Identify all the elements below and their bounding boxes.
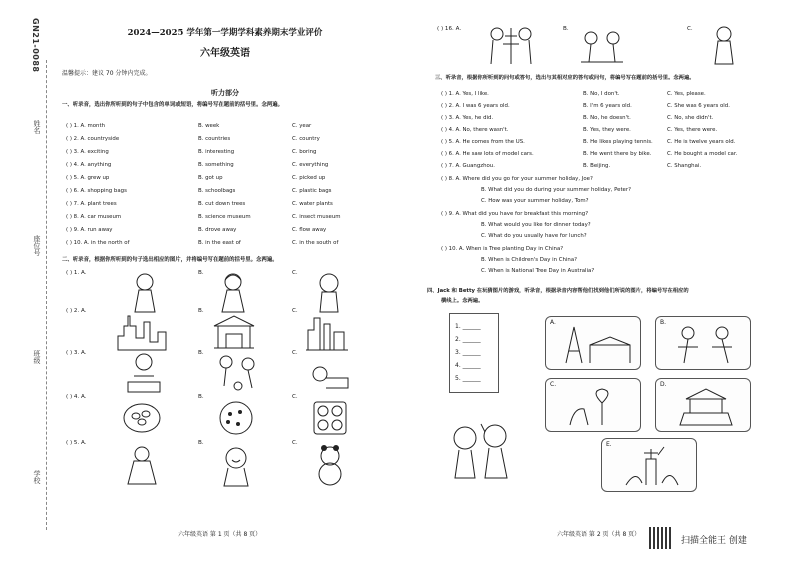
question-row — [66, 123, 376, 133]
question-label: ( ) 3. A. — [66, 350, 87, 356]
eiffel-tower-icon — [554, 323, 634, 365]
option-c: C. boring — [292, 149, 317, 155]
option-c: C. year — [292, 123, 312, 129]
question-row — [66, 201, 376, 211]
question-row — [437, 163, 787, 173]
option-a: ( ) 10. A. When is Tree planting Day in China? — [441, 246, 564, 252]
option-a: ( ) 3. A. Yes, he did. — [441, 115, 494, 121]
option-c: C. country — [292, 136, 320, 142]
scanner-brand: 扫描全能王 创建 — [681, 536, 747, 546]
option-a: ( ) 5. A. grew up — [66, 175, 110, 181]
question-row — [66, 240, 376, 250]
option-c: C. Shanghai. — [667, 163, 702, 169]
class-field-label: 班级 — [33, 350, 41, 364]
option-a: ( ) 3. A. exciting — [66, 149, 109, 155]
picture-d-label: D. — [660, 381, 667, 388]
panda-kungfu-icon — [310, 444, 350, 488]
skyscrapers-icon — [304, 312, 352, 352]
temple-of-heaven-icon — [666, 385, 746, 427]
answer-blank-5[interactable]: 5. ______ — [455, 375, 481, 382]
option-b: B. got up — [198, 175, 223, 181]
picture-question-row — [66, 350, 376, 400]
option-b: B. countries — [198, 136, 231, 142]
paper-code: GN21-0088 — [31, 18, 40, 73]
picture-question-row — [66, 394, 376, 444]
answer-box — [449, 313, 499, 393]
question-row — [66, 214, 376, 224]
option-a: ( ) 8. A. Where did you go for your summer holiday, Joe? — [441, 176, 593, 182]
question-label: ( ) 5. A. — [66, 440, 87, 446]
option-a: ( ) 7. A. Guangzhou. — [441, 163, 495, 169]
answer-blank-1[interactable]: 1. ______ — [455, 323, 481, 330]
question-row — [66, 162, 376, 172]
option-b: B. What did you do during your summer holiday, Peter? — [481, 187, 631, 193]
option-b: B. science museum — [198, 214, 251, 220]
question-row — [437, 103, 787, 113]
option-c: C. insect museum — [292, 214, 341, 220]
question-label: ( ) 2. A. — [66, 308, 87, 314]
option-b: B. cut down trees — [198, 201, 246, 207]
section-2-heading: 二、听录音，根据你所听到的句子选出相应的图片，并将编号写在题前的括号里。念两遍。 — [62, 257, 278, 263]
option-a: ( ) 10. A. in the north of — [66, 240, 130, 246]
question-row — [66, 136, 376, 146]
option-b-label: B. — [198, 308, 204, 314]
option-b-label: B. — [563, 26, 569, 32]
kangaroo-tree-icon — [562, 387, 626, 427]
option-b: B. What would you like for dinner today? — [481, 222, 591, 228]
option-c: C. How was your summer holiday, Tom? — [481, 198, 589, 204]
question-row — [66, 227, 376, 237]
picture-box-b — [655, 316, 751, 370]
girl-smiling-icon — [216, 444, 256, 488]
option-c: C. What do you usually have for lunch? — [481, 233, 587, 239]
part-heading: 听力部分 — [211, 88, 239, 97]
option-c: C. picked up — [292, 175, 326, 181]
option-a: ( ) 8. A. car museum — [66, 214, 122, 220]
seat-number-field-label: 座位号 — [33, 235, 41, 256]
option-b: B. drove away — [198, 227, 237, 233]
option-b-label: B. — [198, 350, 204, 356]
option-b: B. He went there by bike. — [583, 151, 652, 157]
option-a: ( ) 7. A. plant trees — [66, 201, 117, 207]
option-b: B. He likes playing tennis. — [583, 139, 653, 145]
option-a: ( ) 5. A. He comes from the US. — [441, 139, 525, 145]
question-row — [66, 175, 376, 185]
option-c: C. She was 6 years old. — [667, 103, 730, 109]
option-c-label: C. — [292, 308, 298, 314]
picture-c-label: C. — [550, 381, 557, 388]
option-c-label: C. — [292, 270, 298, 276]
right-page — [397, 0, 794, 561]
temple-building-icon — [210, 312, 258, 352]
option-b: B. week — [198, 123, 220, 129]
question-row — [437, 139, 787, 149]
section-4-heading-cont: 横线上。念两遍。 — [441, 298, 484, 304]
section-4-heading: 四、Jack 和 Betty 在玩猜图片的游戏，听录音，根据录音内容帮他们找到他们所说的图片，将编号写在相应的 — [427, 288, 689, 294]
picture-b-label: B. — [660, 319, 667, 326]
child-resting-icon — [308, 352, 352, 394]
picture-question-row — [66, 440, 376, 490]
option-a: ( ) 2. A. countryside — [66, 136, 120, 142]
qr-code-icon — [649, 527, 671, 549]
section-1-heading: 一、听录音，选出你所听到的句子中包含的单词或短语，将编号写在题前的括号里。念两遍。 — [62, 102, 284, 108]
option-c-label: C. — [292, 350, 298, 356]
question-label: ( ) 16. A. — [437, 26, 462, 32]
option-a: ( ) 6. A. He saw lots of model cars. — [441, 151, 534, 157]
people-planting-trees-icon — [485, 24, 541, 68]
option-b: B. Yes, they were. — [583, 127, 631, 133]
girl-sitting-icon — [124, 444, 160, 488]
option-a: ( ) 4. A. anything — [66, 162, 112, 168]
child-writing-icon — [124, 352, 164, 394]
option-b: B. No, I don't. — [583, 91, 620, 97]
option-b: B. Beijing. — [583, 163, 611, 169]
kids-playing-ball-icon — [216, 352, 260, 394]
section-3-heading: 三、听录音，根据你所听到的问句或答句，选出与其相对应的答句或问句，将编号写在题前的括号里。念两遍。 — [435, 75, 695, 81]
option-c: C. water plants — [292, 201, 333, 207]
option-b: B. something — [198, 162, 234, 168]
option-c: C. No, she didn't. — [667, 115, 714, 121]
picture-box-a — [545, 316, 641, 370]
question-row — [437, 91, 787, 101]
mooncakes-box-icon — [310, 400, 350, 436]
option-c: C. When is National Tree Day in Australia? — [481, 268, 595, 274]
exam-subtitle: 六年级英语 — [200, 48, 250, 59]
option-c: C. in the south of — [292, 240, 339, 246]
answer-blank-3[interactable]: 3. ______ — [455, 349, 481, 356]
option-c: C. Yes, there were. — [667, 127, 718, 133]
question-row — [437, 151, 787, 161]
question-row — [437, 115, 787, 125]
picture-box-d — [655, 378, 751, 432]
picture-question-row — [437, 24, 747, 70]
child-watering-icon — [709, 24, 739, 68]
option-b: B. No, he doesn't. — [583, 115, 631, 121]
option-a: ( ) 9. A. run away — [66, 227, 113, 233]
option-c-label: C. — [687, 26, 693, 32]
jack-and-betty-icon — [447, 420, 515, 482]
pizza-icon — [216, 400, 256, 436]
option-a: ( ) 1. A. month — [66, 123, 106, 129]
page-1-footer: 六年级英语 第 1 页（共 8 页） — [178, 531, 262, 538]
option-b-label: B. — [198, 394, 204, 400]
option-c: C. everything — [292, 162, 329, 168]
picture-box-c — [545, 378, 641, 432]
name-field-label: 姓名 — [33, 120, 41, 134]
football-players-icon — [666, 323, 746, 365]
option-b-label: B. — [198, 440, 204, 446]
question-row — [66, 188, 376, 198]
answer-blank-4[interactable]: 4. ______ — [455, 362, 481, 369]
answer-blank-2[interactable]: 2. ______ — [455, 336, 481, 343]
question-row — [437, 127, 787, 137]
question-label: ( ) 4. A. — [66, 394, 87, 400]
option-c-label: C. — [292, 440, 298, 446]
school-field-label: 学校 — [33, 470, 41, 484]
option-a: ( ) 1. A. Yes, I like. — [441, 91, 489, 97]
option-c: C. He is twelve years old. — [667, 139, 736, 145]
question-row — [66, 149, 376, 159]
picture-a-label: A. — [550, 319, 556, 326]
dumplings-plate-icon — [122, 400, 162, 436]
option-b: B. in the east of — [198, 240, 241, 246]
option-c: C. flow away — [292, 227, 327, 233]
option-b: B. schoolbags — [198, 188, 236, 194]
option-b: B. I'm 6 years old. — [583, 103, 632, 109]
question-label: ( ) 1. A. — [66, 270, 87, 276]
city-skyline-icon — [116, 312, 172, 352]
option-c: C. plastic bags — [292, 188, 332, 194]
page-2-footer: 六年级英语 第 2 页（共 8 页） — [557, 531, 641, 538]
option-a: ( ) 2. A. I was 6 years old. — [441, 103, 510, 109]
option-b: B. When is Children's Day in China? — [481, 257, 578, 263]
option-a: ( ) 4. A. No, there wasn't. — [441, 127, 509, 133]
picture-box-e — [601, 438, 697, 492]
statue-of-liberty-icon — [616, 445, 686, 487]
option-c: C. He bought a model car. — [667, 151, 738, 157]
option-c: C. Yes, please. — [667, 91, 706, 97]
picture-e-label: E. — [606, 441, 612, 448]
exam-title: 2024—2025 学年第一学期学科素养期末学业评价 — [127, 28, 323, 38]
kids-cleaning-icon — [577, 28, 627, 66]
option-c-label: C. — [292, 394, 298, 400]
option-b: B. interesting — [198, 149, 235, 155]
option-b-label: B. — [198, 270, 204, 276]
exam-note: 温馨提示：建议 70 分钟内完成。 — [62, 70, 152, 77]
option-a: ( ) 9. A. What did you have for breakfast this morning? — [441, 211, 589, 217]
binding-line — [46, 60, 47, 530]
option-a: ( ) 6. A. shopping bags — [66, 188, 127, 194]
